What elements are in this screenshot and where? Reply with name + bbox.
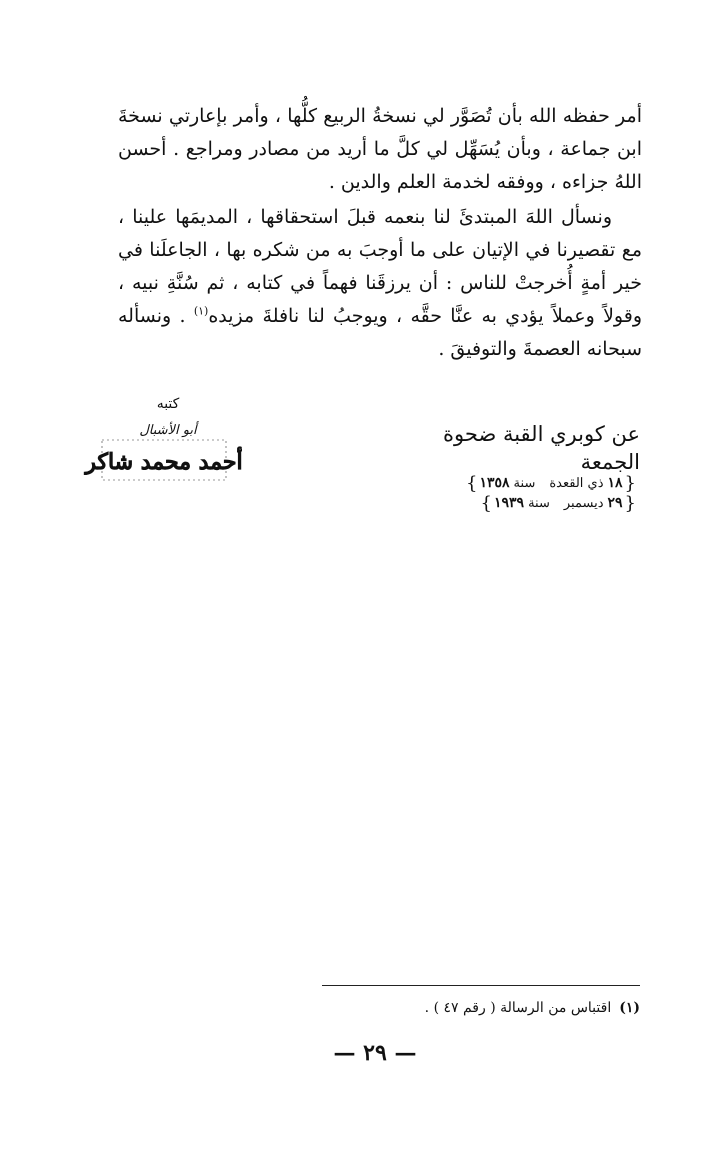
hijri-year: ١٣٥٨ <box>479 475 510 491</box>
gregorian-year: ١٩٣٩ <box>494 495 525 511</box>
page-number: — ٢٩ — <box>333 1040 417 1066</box>
footnote-reference: (١) <box>193 304 209 318</box>
gregorian-month: ديسمبر <box>563 495 604 511</box>
paragraph-1: أمر حفظه الله بأن تُصَوَّر لي نسخةُ الربيع كلُّها ، وأمر بإعارتي نسخةَ ابن جماعة ، وبأن يُسَهِّل لي كلَّ ما أريد من مصادر ومراجع . أحسن اللهُ جزاءه ، ووفقه لخدمة العلم والدين . <box>118 105 642 193</box>
gregorian-year-label: سنة <box>528 495 550 511</box>
signature-calligraphy <box>85 437 243 483</box>
signature-written-by: كتبه <box>156 396 180 412</box>
hijri-day: ١٨ <box>607 475 623 491</box>
signature-name: أحمد محمد شاكر <box>85 449 243 475</box>
signature-kunya: أبو الأشبال <box>139 423 197 438</box>
paragraph-2-ending: . ونسأله سبحانه العصمةَ والتوفيقَ . <box>118 305 642 360</box>
date-block <box>414 473 636 513</box>
hijri-date: { ١٨ ذي القعدة سنة ١٣٥٨ } <box>466 472 636 494</box>
gregorian-day: ٢٩ <box>607 495 623 511</box>
footnote <box>322 996 640 1020</box>
hijri-year-label: سنة <box>513 475 536 491</box>
hijri-month: ذي القعدة <box>549 475 604 491</box>
gregorian-date: { ٢٩ ديسمبر سنة ١٩٣٩ } <box>480 492 636 514</box>
footnote-text: اقتباس من الرسالة ( رقم ٤٧ ) . <box>424 1000 612 1016</box>
calligraphic-signature-icon <box>85 437 243 483</box>
footnote-number: (١) <box>619 1000 640 1016</box>
main-text <box>118 100 642 366</box>
place-line: عن كوبري القبة ضحوة الجمعة <box>443 422 640 474</box>
paragraph-2 <box>118 201 642 366</box>
footnote-divider <box>322 985 640 986</box>
paragraph-2-body: ونسأل اللهَ المبتدئَ لنا بنعمه قبلَ استحقاقها ، المديمَها علينا ، مع تقصيرنا في الإتيان على ما أوجبَ به من شكره بها ، الجاعلَنا في خير أمةٍ أُخرجتْ للناس : أن يرزقَنا فهماً في كتابه ، ثم سُنَّةِ نبيه ، وقولاً وعملاً يؤدي به عنَّا حقَّه ، ويوجبُ لنا نافلةَ مزيده <box>118 206 642 327</box>
